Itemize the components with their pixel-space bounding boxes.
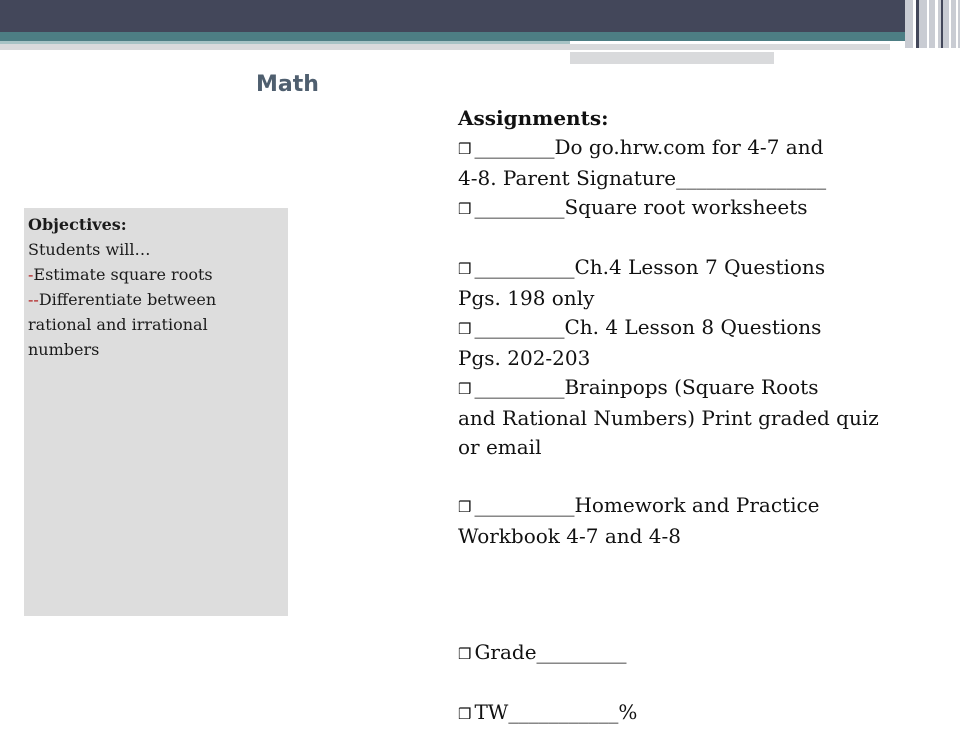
assignments-heading: Assignments: bbox=[458, 106, 609, 130]
objective-line: -Estimate square roots bbox=[28, 265, 213, 284]
objective-line: Students will… bbox=[28, 240, 151, 259]
page-title: Math bbox=[256, 72, 319, 97]
assignment-item: ❒ _________Brainpops (Square Roots and Rational Numbers) Print graded quiz or email bbox=[458, 375, 879, 459]
header-corner-strips bbox=[905, 0, 960, 48]
checkbox-icon: ❒ bbox=[458, 380, 472, 398]
objective-line: --Differentiate between bbox=[28, 290, 217, 309]
checkbox-icon: ❒ bbox=[458, 705, 472, 723]
assignment-item: ❒ __________Homework and Practice Workbook 4-7 and 4-8 bbox=[458, 493, 820, 548]
assignment-item: ❒ _________Ch. 4 Lesson 8 Questions Pgs. 202-203 bbox=[458, 315, 822, 370]
assignments-list bbox=[458, 104, 918, 729]
checkbox-icon: ❒ bbox=[458, 200, 472, 218]
grade-line: ❒ Grade_________ bbox=[458, 640, 627, 664]
checkbox-icon: ❒ bbox=[458, 140, 472, 158]
tw-line: ❒ TW___________% bbox=[458, 700, 638, 724]
objective-line: numbers bbox=[28, 340, 100, 359]
checkbox-icon: ❒ bbox=[458, 320, 472, 338]
assignment-item: ❒ ________Do go.hrw.com for 4-7 and 4-8. Parent Signature_______________ bbox=[458, 135, 827, 190]
assignment-item: ❒ __________Ch.4 Lesson 7 Questions Pgs. 198 only bbox=[458, 255, 826, 310]
checkbox-icon: ❒ bbox=[458, 498, 472, 516]
objectives-panel bbox=[24, 208, 288, 616]
accent-stripe bbox=[0, 32, 960, 41]
objectives-heading: Objectives: bbox=[28, 215, 127, 234]
checkbox-icon: ❒ bbox=[458, 645, 472, 663]
checkbox-icon: ❒ bbox=[458, 260, 472, 278]
objective-line: rational and irrational bbox=[28, 315, 208, 334]
assignment-item: ❒ _________Square root worksheets bbox=[458, 195, 808, 219]
header-bar bbox=[0, 0, 960, 32]
header-gray-band-short bbox=[570, 52, 774, 64]
